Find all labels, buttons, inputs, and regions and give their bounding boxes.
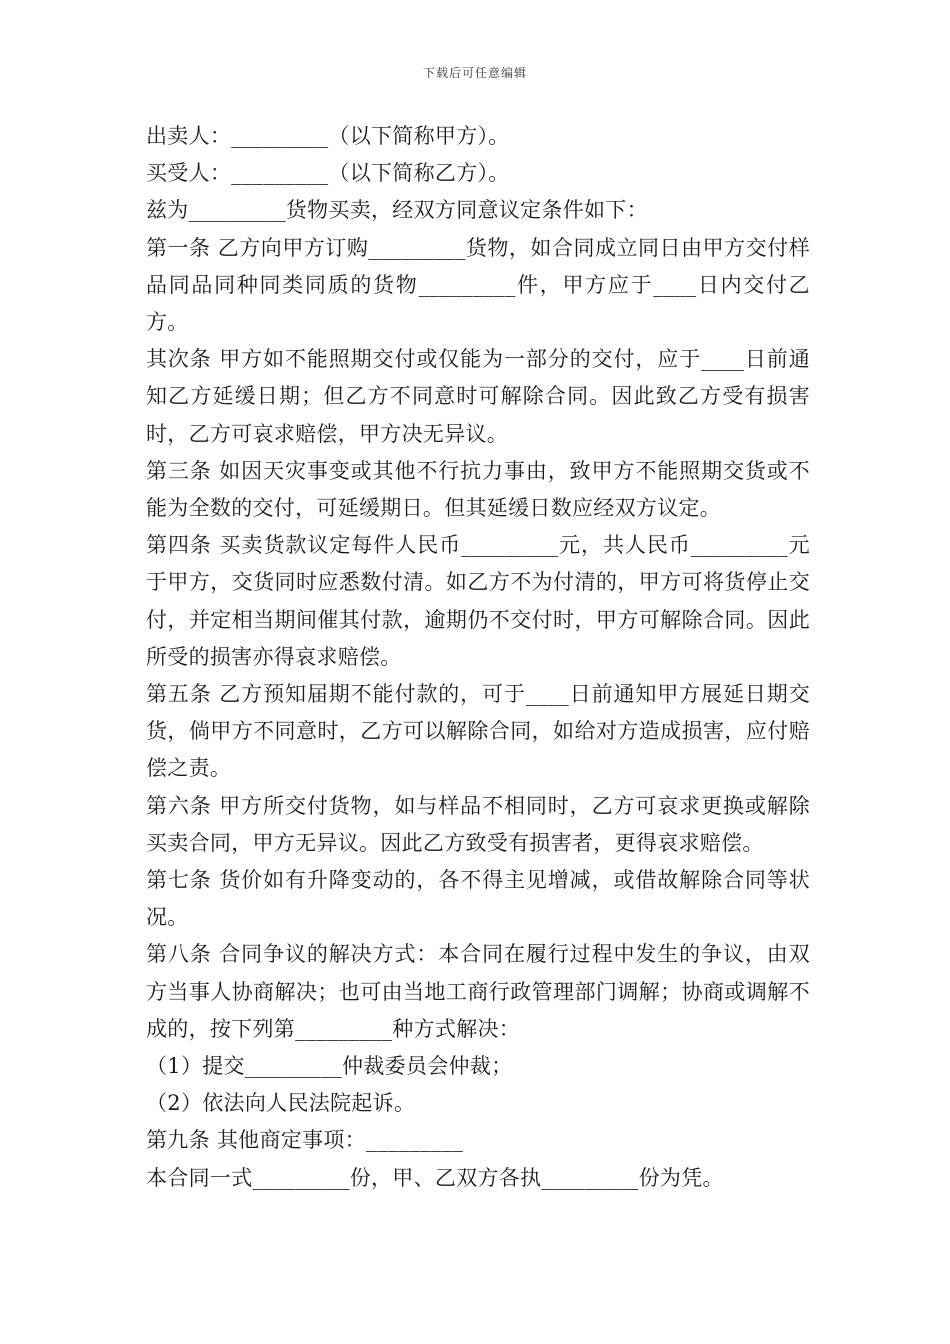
paragraph-option-2: （2）依法向人民法院起诉。: [146, 1091, 416, 1116]
paragraph-article-3: 第三条 如因天灾事变或其他不行抗力事由，致甲方不能照期交货或不能为全数的交付，可延缓期日。但其延缓日数应经双方议定。: [146, 458, 810, 521]
paragraph-intro: 兹为_________货物买卖，经双方同意议定条件如下：: [146, 198, 648, 223]
paragraph-article-6: 第六条 甲方所交付货物，如与样品不相同时，乙方可哀求更换或解除买卖合同，甲方无异议。因此乙方致受有损害者，更得哀求赔偿。: [146, 793, 810, 855]
paragraph-article-1: 第一条 乙方向甲方订购_________货物，如合同成立同日由甲方交付样品同品同种同类同质的货物_________件，甲方应于____日内交付乙方。: [146, 235, 810, 335]
paragraph-article-8: 第八条 合同争议的解决方式：本合同在履行过程中发生的争议，由双方当事人协商解决；也可由当地工商行政管理部门调解；协商或调解不成的，按下列第_________种方式解决：: [146, 942, 810, 1041]
paragraph-option-1: （1）提交_________仲裁委员会仲裁；: [146, 1054, 513, 1079]
paragraph-buyer: 买受人：_________（以下简称乙方）。: [146, 161, 510, 186]
header-note: 下载后可任意编辑: [422, 66, 527, 80]
paragraph-article-4: 第四条 买卖货款议定每件人民币_________元，共人民币_________元于甲方，交货同时应悉数付清。如乙方不为付清的，甲方可将货停止交付，并定相当期间催其付款，逾期仍不交付时，甲方可解除合同。因此所受的损害亦得哀求赔偿。: [146, 533, 810, 669]
paragraph-article-2: 其次条 甲方如不能照期交付或仅能为一部分的交付，应于____日前通知乙方延缓日期；但乙方不同意时可解除合同。因此致乙方受有损害时，乙方可哀求赔偿，甲方决无异议。: [146, 347, 810, 446]
paragraph-copies: 本合同一式_________份，甲、乙双方各执_________份为凭。: [146, 1165, 724, 1190]
paragraph-seller: 出卖人：_________（以下简称甲方）。: [146, 124, 510, 148]
paragraph-article-7: 第七条 货价如有升降变动的，各不得主见增减，或借故解除合同等状况。: [146, 868, 810, 930]
contract-body: [146, 118, 810, 1197]
paragraph-article-5: 第五条 乙方预知届期不能付款的，可于____日前通知甲方展延日期交货，倘甲方不同意时，乙方可以解除合同，如给对方造成损害，应付赔偿之责。: [146, 682, 810, 781]
paragraph-article-9: 第九条 其他商定事项：_________: [146, 1128, 464, 1153]
